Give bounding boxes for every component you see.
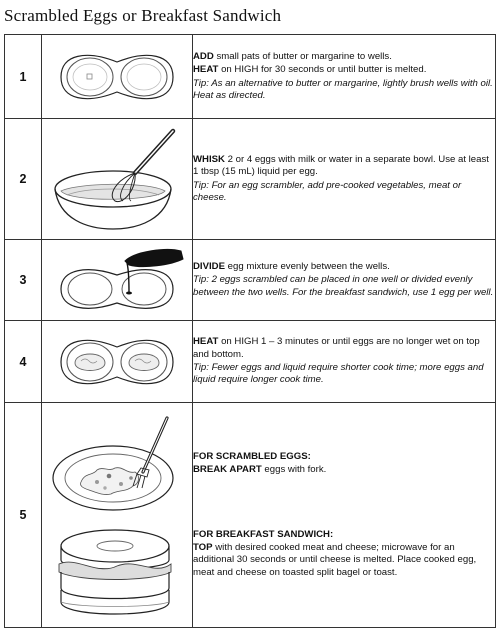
- step-tip: Tip: Fewer eggs and liquid require shorter cook time; more eggs and liquid require longer cook time.: [193, 362, 484, 386]
- step-text: [193, 240, 496, 321]
- step-keyword: TOP: [193, 542, 213, 553]
- step-number: 1: [5, 35, 42, 119]
- step-instruction: with desired cooked meat and cheese; microwave for an additional 30 seconds or until cheese is melted. Place cooked egg, meat and cheese on toasted split bagel or toast.: [193, 542, 477, 578]
- pouring-into-wells-illustration: [42, 240, 193, 321]
- step-keyword: WHISK: [193, 153, 225, 165]
- whisk-in-bowl-illustration: [42, 119, 193, 240]
- step-text: [193, 119, 496, 240]
- step-keyword: HEAT: [193, 336, 219, 348]
- whisk-bowl-icon: [47, 123, 187, 235]
- step-number: 3: [5, 240, 42, 321]
- step-tip: Tip: 2 eggs scrambled can be placed in one well or divided evenly between the two wells. For the breakfast sandwich, use 1 egg per well.: [193, 274, 494, 298]
- step-text: [193, 35, 496, 119]
- step-instruction: eggs with fork.: [261, 464, 327, 476]
- instructions-table: [4, 34, 496, 628]
- step-row-4: [5, 321, 496, 403]
- step-text: [193, 403, 496, 628]
- pouring-icon: [47, 243, 187, 317]
- step-keyword: DIVIDE: [193, 261, 225, 273]
- step-number: 5: [5, 403, 42, 628]
- page-title: Scrambled Eggs or Breakfast Sandwich: [4, 6, 282, 25]
- step-row-5: [5, 403, 496, 628]
- step-keyword: HEAT: [193, 64, 219, 76]
- step-keyword: BREAK APART: [193, 464, 262, 476]
- step-row-2: [5, 119, 496, 240]
- step-instruction: egg mixture evenly between the wells.: [225, 261, 390, 273]
- fork-plate-sandwich-icon: [47, 406, 187, 624]
- step-instruction: small pats of butter or margarine to wells.: [213, 50, 392, 62]
- fork-plate-and-sandwich-illustration: [42, 403, 193, 628]
- step-text: [193, 321, 496, 403]
- scrambled-eggs-heading: FOR SCRAMBLED EGGS:: [193, 451, 311, 463]
- egg-cooker-base-icon: [47, 42, 187, 112]
- step-instruction: on HIGH for 30 seconds or until butter is melted.: [218, 64, 427, 76]
- breakfast-sandwich-heading: FOR BREAKFAST SANDWICH:: [193, 528, 334, 540]
- step-number: 2: [5, 119, 42, 240]
- step-tip: Tip: As an alternative to butter or margarine, lightly brush wells with oil. Heat as directed.: [193, 77, 493, 101]
- step-instruction: 2 or 4 eggs with milk or water in a separate bowl. Use at least 1 tbsp (15 mL) liquid per egg.: [193, 153, 489, 178]
- step-instruction: on HIGH 1 – 3 minutes or until eggs are no longer wet on top and bottom.: [193, 336, 480, 360]
- step-number: 4: [5, 321, 42, 403]
- egg-cooker-base-illustration: [42, 35, 193, 119]
- cooked-eggs-illustration: [42, 321, 193, 403]
- step-tip: Tip: For an egg scrambler, add pre-cooked vegetables, meat or cheese.: [193, 179, 462, 203]
- cooked-eggs-icon: [47, 327, 187, 397]
- step-row-3: [5, 240, 496, 321]
- step-keyword: ADD: [193, 50, 214, 62]
- step-row-1: [5, 35, 496, 119]
